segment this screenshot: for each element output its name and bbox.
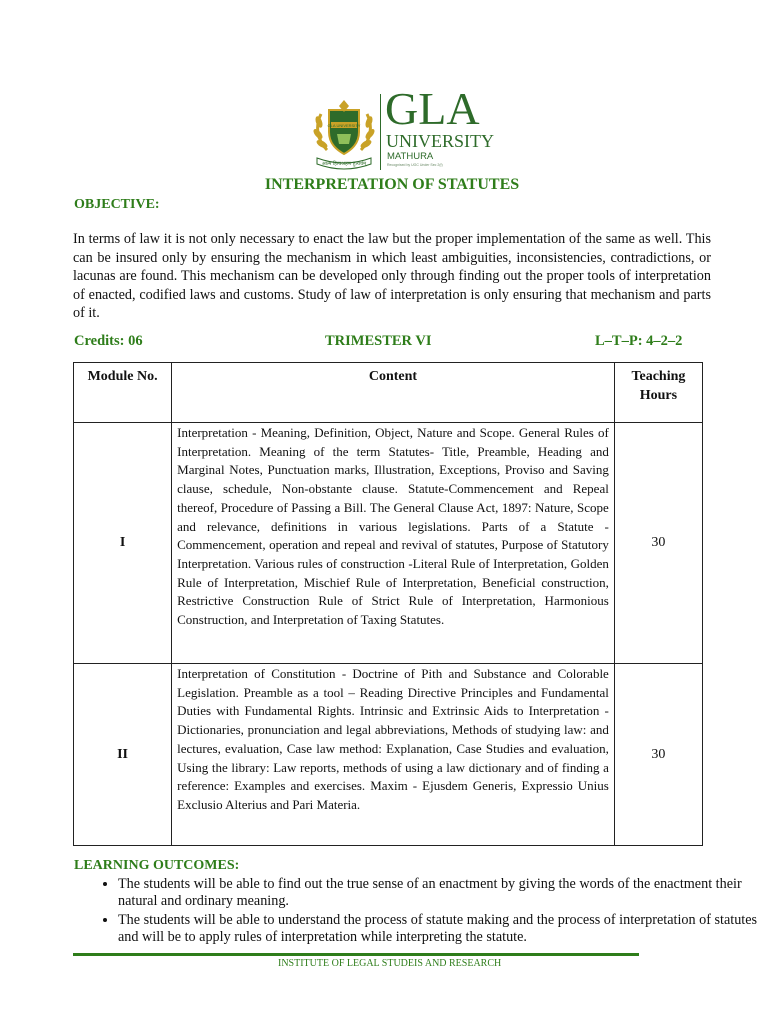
ltp-hours: L–T–P: 4–2–2 <box>595 333 683 349</box>
table-row <box>74 664 703 846</box>
footer-institute: INSTITUTE OF LEGAL STUDEIS AND RESEARCH <box>278 958 502 969</box>
emblem-motto: आत्म हित्यअहण हुत्यर्थम् <box>321 161 367 167</box>
learning-outcomes-list <box>73 876 758 948</box>
footer-divider <box>73 953 639 956</box>
syllabus-table <box>73 362 703 846</box>
university-logo <box>313 83 494 174</box>
list-item: • The students will be able to find out the true sense of an enactment by giving the words of the enactment their natural and ordinary meaning. <box>118 876 758 909</box>
logo-divider <box>380 94 381 170</box>
module-number: II <box>74 664 172 846</box>
table-header-row <box>74 363 703 423</box>
trimester: TRIMESTER VI <box>325 333 432 349</box>
emblem-text: GLA UNIVERSITY <box>327 123 361 128</box>
learning-outcomes-heading: LEARNING OUTCOMES: <box>74 858 240 873</box>
teaching-hours: 30 <box>614 664 702 846</box>
header-content: Content <box>172 363 615 423</box>
module-content: Interpretation - Meaning, Definition, Object, Nature and Scope. General Rules of Interpretation. Meaning of the term Statutes- Title, Preamble, Heading and Marginal Notes, Punctuation marks, Illustration, Exceptions, Proviso and Saving clause, schedule, Non-obstante clause. Statute-Commencement and Repeal thereof, Procedure of Passing a Bill. The General Clause Act, 1897: Nature, Scope and relevance, definitions in various legislations. Parts of a Statute - Commencement, operation and repeal and revival of statutes, Purpose of Statutory Interpretation. Various rules of construction -Literal Rule of Interpretation, Golden Rule of Interpretation, Mischief Rule of Interpretation, Beneficial construction, Restrictive Construction Rule of Strict Rule of Interpretation, Harmonious Construction, and Interpretation of Taxing Statutes. <box>172 423 615 664</box>
objective-text: In terms of law it is not only necessary to enact the law but the proper implementation of the same as well. This can be insured only by ensuring the mechanism in which least ambiguities, inconsistencies, contradictions, or lacunas are found. This mechanism can be developed only through finding out the proper tools of interpretation of enacted, codified laws and customs. Study of law of interpretation is only ensuring that mechanism and parts of it. <box>73 231 711 321</box>
module-content: Interpretation of Constitution - Doctrine of Pith and Substance and Colorable Legislation. Preamble as a tool – Reading Directive Principles and Fundamental Duties with Fundamental Rights. Intrinsic and Extrinsic Aids to Interpretation - Dictionaries, pronunciation and legal abbreviations, Methods of studying law: and lectures, evaluation, Case law method: Explanation, Case Studies and evaluation, Using the library: Law reports, methods of using a law dictionary and of finding a reference: Examples and exercises. Maxim - Ejusdem Generis, Expressio Unius Exclusio Alterius and Pari Materia. <box>172 664 615 846</box>
teaching-hours: 30 <box>614 423 702 664</box>
header-module: Module No. <box>74 363 172 423</box>
logo-tagline: Recognised by UGC Under Sec 2(f) <box>387 163 443 167</box>
credits: Credits: 06 <box>74 333 143 349</box>
list-item: • The students will be able to understand the process of statute making and the process of interpretation of statutes and will be to apply rules of interpretation while interpreting the statute. <box>118 912 758 945</box>
logo-city: MATHURA <box>387 151 434 162</box>
logo-university: UNIVERSITY <box>386 131 494 151</box>
module-number: I <box>74 423 172 664</box>
table-row <box>74 423 703 664</box>
header-hours: Teaching Hours <box>614 363 702 423</box>
logo-wordmark: GLA <box>385 83 480 134</box>
emblem-icon <box>313 92 375 172</box>
course-title: INTERPRETATION OF STATUTES <box>264 176 520 193</box>
objective-heading: OBJECTIVE: <box>74 197 160 212</box>
